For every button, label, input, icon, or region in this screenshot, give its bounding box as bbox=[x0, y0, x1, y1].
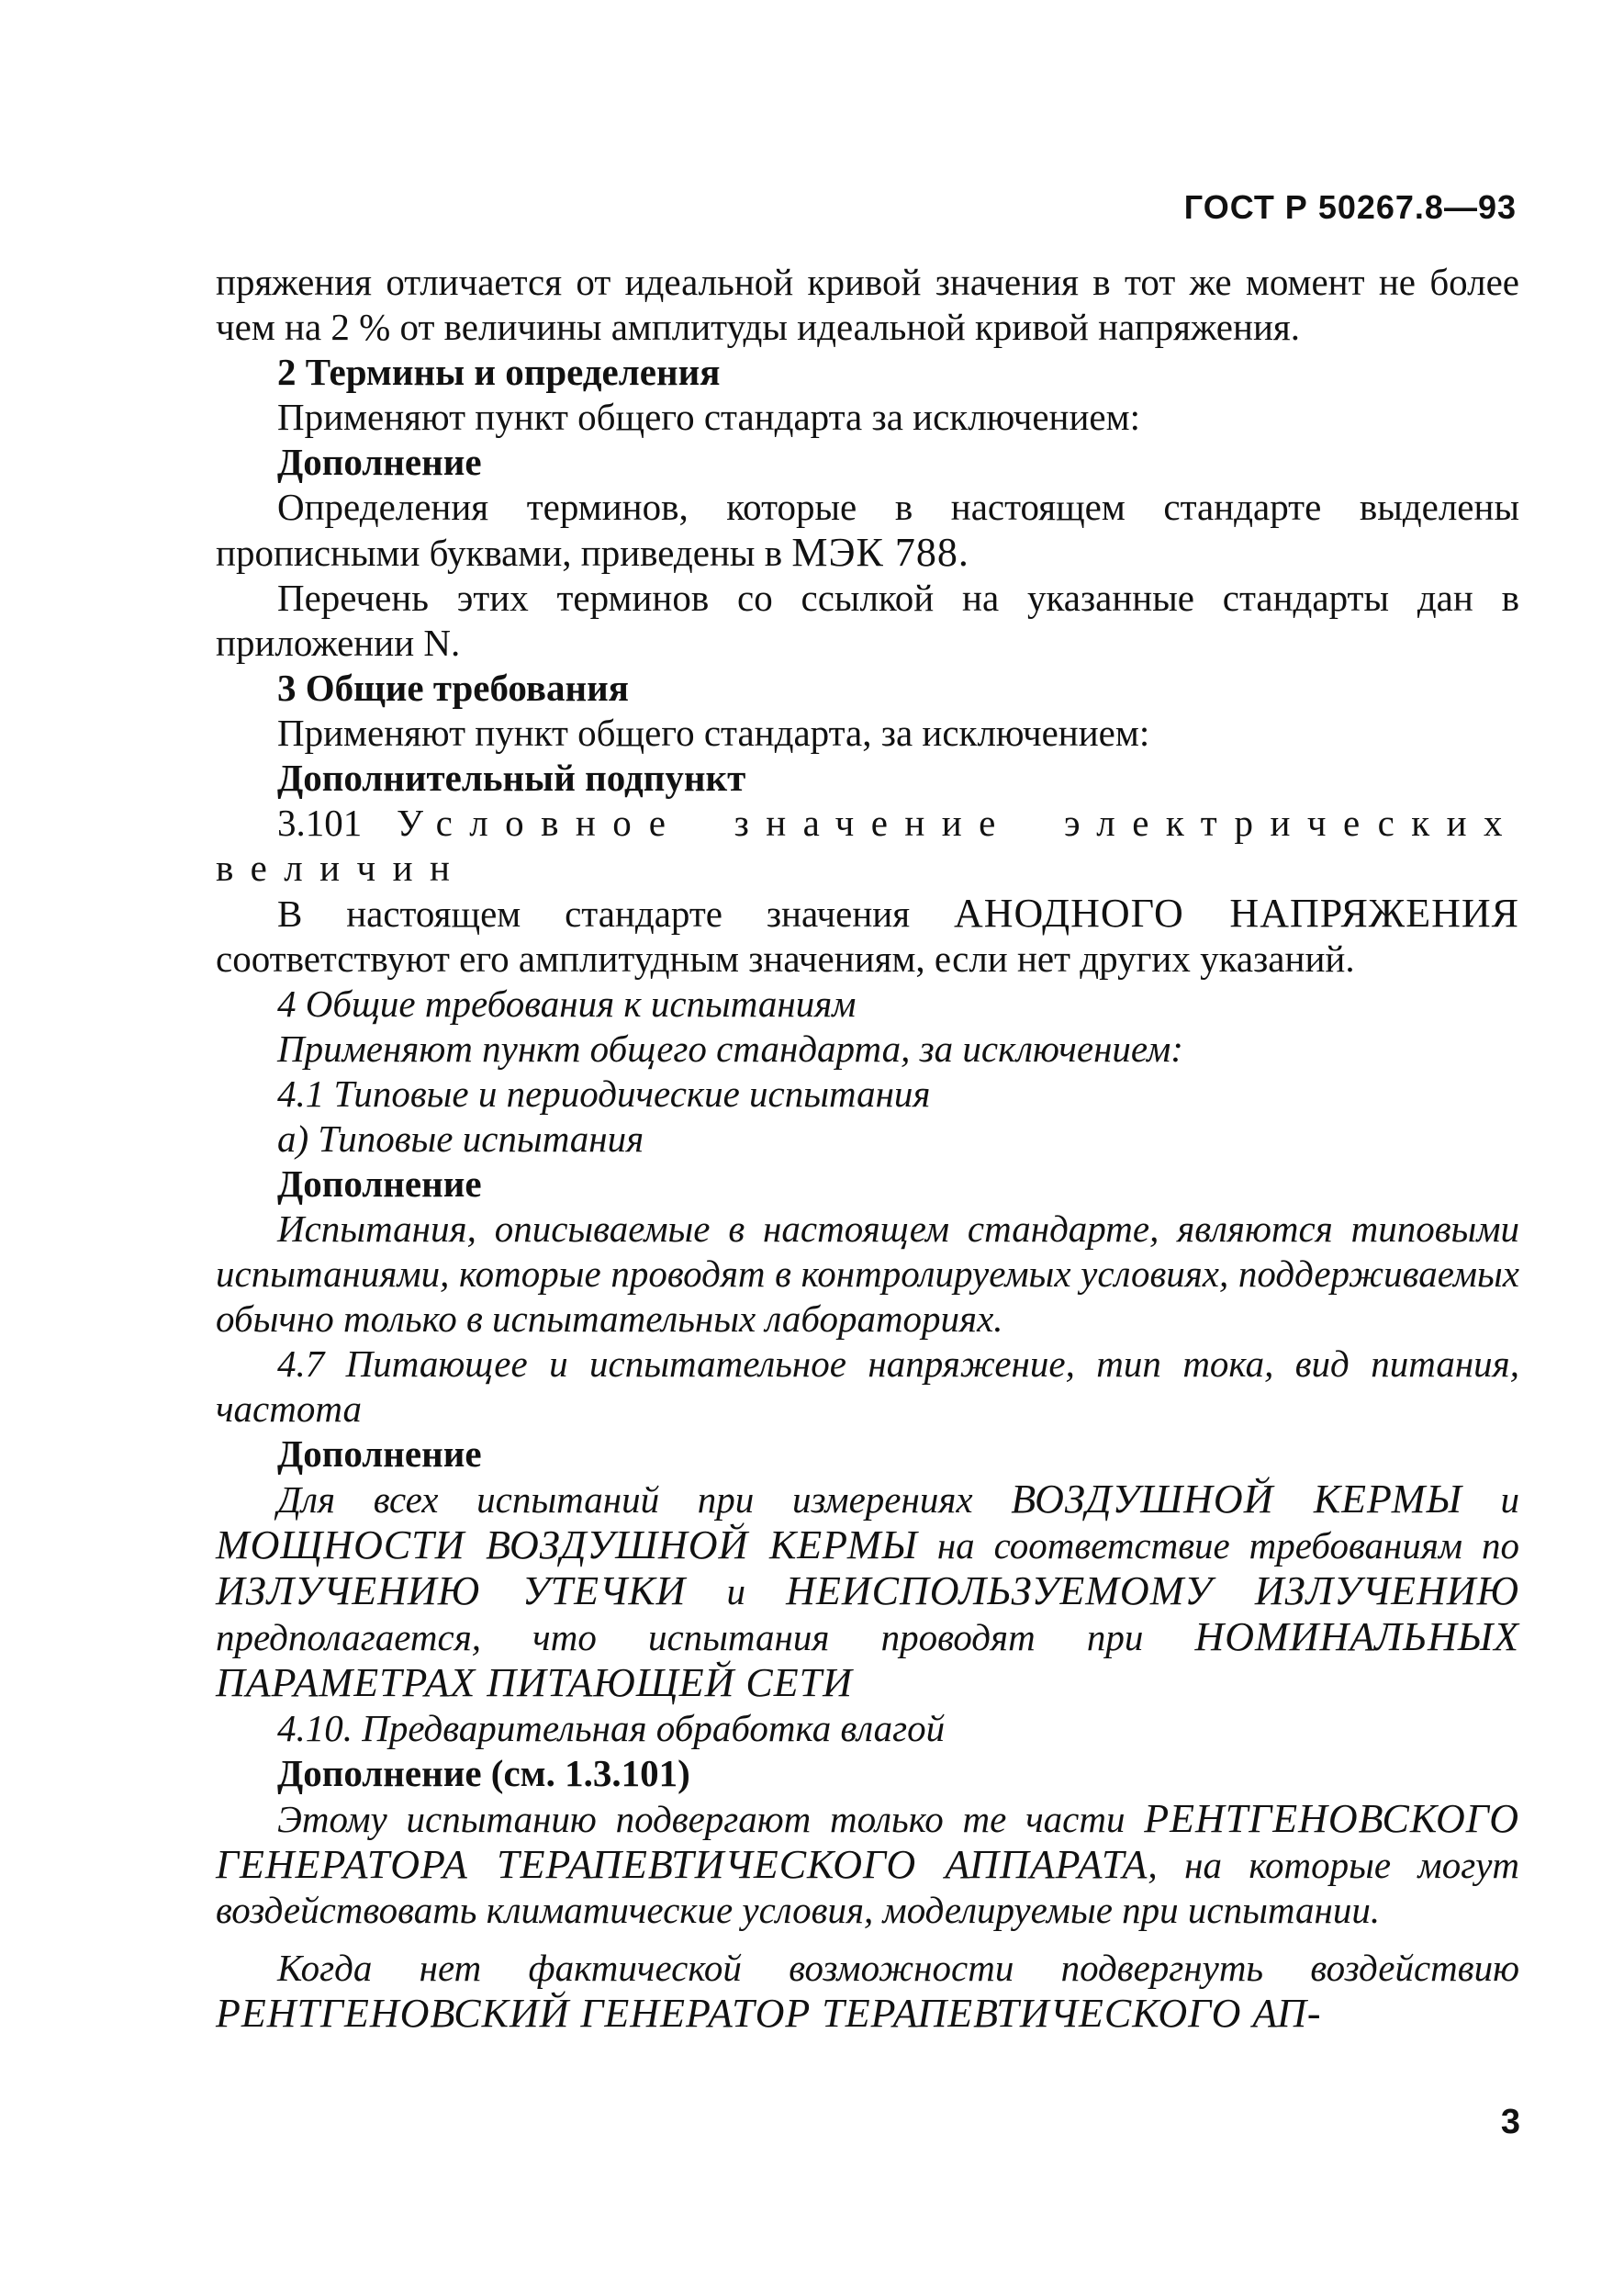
section-4-apply: Применяют пункт общего стандарта, за исключением: bbox=[277, 1028, 1183, 1070]
clause-4-10-text-1: Этому испытанию подвергают только те части bbox=[277, 1798, 1145, 1840]
clause-4-10-text-2: , на которые могут воздействовать климатические условия, моделируемые при испытании. bbox=[216, 1844, 1520, 1931]
term-therapy-xray-generator-2: РЕНТГЕНОВСКИЙ ГЕНЕРАТОР ТЕРАПЕВТИЧЕСКОГО АП- bbox=[216, 1991, 1322, 2036]
section-2-addition-label: Дополнение bbox=[277, 441, 482, 483]
section-4-heading: 4 Общие требования к испытаниям bbox=[277, 983, 857, 1025]
page-body bbox=[216, 260, 1519, 2037]
clause-4-7-text-2: и bbox=[1462, 1478, 1519, 1521]
paragraph-continued: пряжения отличается от идеальной кривой значения в тот же момент не более чем на 2 % от величины амплитуды идеальной кривой напряжения. bbox=[216, 261, 1519, 348]
section-2-terms-list: Перечень этих терминов со ссылкой на указанные стандарты дан в приложении N. bbox=[216, 577, 1519, 664]
clause-4-1-addition-label: Дополнение bbox=[277, 1162, 482, 1205]
term-rated-mains-parameters: НОМИНАЛЬНЫХ ПАРАМЕТРАХ ПИТАЮЩЕЙ СЕТИ bbox=[216, 1614, 1519, 1705]
definitions-text: Определения терминов, которые в настоящем стандарте выделены прописными буквами, приведены в bbox=[216, 486, 1519, 574]
clause-4-10-text-continued bbox=[216, 1946, 1519, 2037]
clause-4-10-p2-text-1: Когда нет фактической возможности подвергнуть воздействию bbox=[277, 1947, 1519, 1989]
clause-3-101-number: 3.101 bbox=[277, 802, 363, 844]
clause-4-7-heading: 4.7 Питающее и испытательное напряжение, тип тока, вид питания, частота bbox=[216, 1342, 1519, 1430]
clause-4-7-text-4: и bbox=[686, 1570, 787, 1612]
term-leakage-radiation: ИЗЛУЧЕНИЮ УТЕЧКИ bbox=[216, 1568, 687, 1613]
clause-3-101-text-start: В настоящем стандарте значения bbox=[277, 893, 954, 935]
clause-3-101 bbox=[216, 801, 1519, 891]
document-code: ГОСТ Р 50267.8—93 bbox=[1183, 188, 1517, 226]
iec-reference: МЭК 788. bbox=[791, 530, 969, 575]
clause-4-1-heading: 4.1 Типовые и периодические испытания bbox=[277, 1073, 931, 1115]
clause-4-1-a-heading: а) Типовые испытания bbox=[277, 1117, 644, 1160]
term-anode-voltage: АНОДНОГО НАПРЯЖЕНИЯ bbox=[953, 891, 1519, 936]
clause-3-101-title: Условное значение электрических величин bbox=[216, 802, 1519, 889]
section-2-apply: Применяют пункт общего стандарта за исключением: bbox=[277, 396, 1140, 438]
page-number: 3 bbox=[1500, 2103, 1520, 2141]
section-2-definitions bbox=[216, 485, 1519, 576]
clause-4-7-text-5: предполагается, что испытания проводят при bbox=[216, 1616, 1195, 1658]
term-air-kerma-rate: МОЩНОСТИ ВОЗДУШНОЙ КЕРМЫ bbox=[216, 1522, 918, 1567]
clause-3-101-text bbox=[216, 891, 1519, 982]
clause-4-7-text bbox=[216, 1477, 1519, 1706]
section-3-heading: 3 Общие требования bbox=[277, 667, 629, 709]
clause-4-10-addition-label: Дополнение (см. 1.3.101) bbox=[277, 1752, 690, 1794]
clause-4-7-text-1: Для всех испытаний при измерениях bbox=[277, 1478, 1012, 1521]
clause-3-101-text-end: соответствуют его амплитудным значениям, если нет других указаний. bbox=[216, 938, 1355, 980]
term-air-kerma: ВОЗДУШНОЙ КЕРМЫ bbox=[1011, 1477, 1462, 1522]
clause-4-10-heading: 4.10. Предварительная обработка влагой bbox=[277, 1707, 946, 1749]
term-therapy-xray-generator: РЕНТГЕНОВСКОГО ГЕНЕРАТОРА ТЕРАПЕВТИЧЕСКОГО АППАРАТА bbox=[216, 1796, 1519, 1887]
clause-4-7-addition-label: Дополнение bbox=[277, 1432, 482, 1475]
clause-4-1-a-text: Испытания, описываемые в настоящем стандарте, являются типовыми испытаниями, которые проводят в контролируемых условиях, поддерживаемых обычно только в испытательных лабораториях. bbox=[216, 1207, 1519, 1340]
section-2-heading: 2 Термины и определения bbox=[277, 351, 721, 393]
clause-4-7-text-3: на соответствие требованиям по bbox=[917, 1524, 1520, 1567]
section-3-subclause-label: Дополнительный подпункт bbox=[277, 757, 746, 799]
term-stray-radiation: НЕИСПОЛЬЗУЕМОМУ ИЗЛУЧЕНИЮ bbox=[786, 1568, 1519, 1613]
section-3-apply: Применяют пункт общего стандарта, за исключением: bbox=[277, 712, 1150, 754]
clause-4-10-text bbox=[216, 1796, 1519, 1933]
